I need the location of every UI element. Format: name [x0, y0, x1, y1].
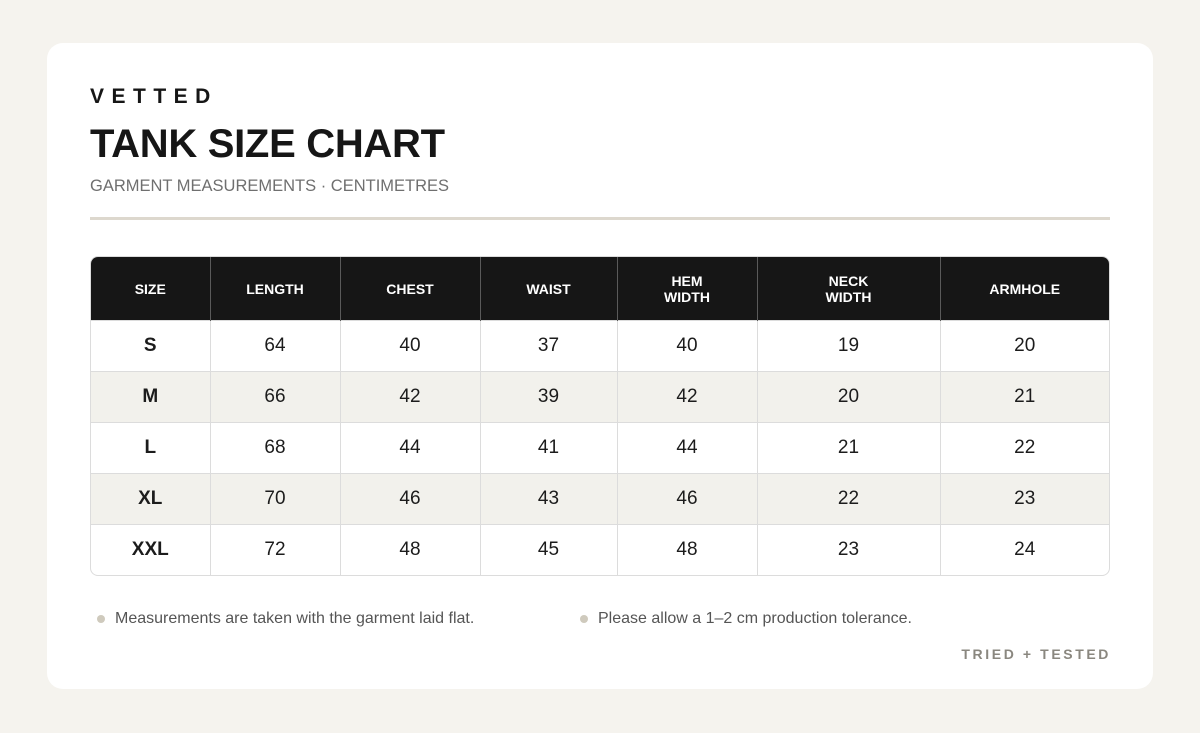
measurement-cell: 72 — [210, 525, 340, 576]
divider — [90, 217, 1110, 220]
column-header-label: WIDTH — [825, 288, 872, 305]
column-header-label: WIDTH — [664, 288, 710, 305]
measurement-cell: 39 — [480, 372, 617, 423]
brand-logo-text: VETTED — [90, 85, 218, 108]
measurement-cell: 45 — [480, 525, 617, 576]
note-text: Measurements are taken with the garment laid flat. — [115, 610, 475, 627]
measurement-cell: 68 — [210, 423, 340, 474]
size-table-container — [90, 256, 1110, 576]
column-header-label: WAIST — [526, 280, 571, 297]
column-header-label: HEM — [671, 272, 703, 289]
column-header — [757, 257, 940, 321]
page-title: TANK SIZE CHART — [90, 122, 445, 166]
table-body — [91, 321, 1109, 576]
measurement-cell: 64 — [210, 321, 340, 372]
column-header-label: ARMHOLE — [989, 280, 1061, 297]
measurement-cell: 44 — [617, 423, 757, 474]
column-header-label: CHEST — [386, 280, 434, 297]
note-flat-measurement — [115, 609, 474, 629]
measurement-cell: 40 — [617, 321, 757, 372]
column-header — [617, 257, 757, 321]
size-label-cell: S — [91, 321, 210, 372]
size-chart-card — [47, 43, 1153, 689]
measurement-cell: 24 — [940, 525, 1109, 576]
measurement-cell: 44 — [340, 423, 480, 474]
tagline: TRIED + TESTED — [961, 646, 1111, 662]
column-header — [480, 257, 617, 321]
measurement-cell: 37 — [480, 321, 617, 372]
column-header — [210, 257, 340, 321]
bullet-dot-icon — [97, 615, 105, 623]
measurement-cell: 42 — [340, 372, 480, 423]
measurement-cell: 21 — [757, 423, 940, 474]
measurement-cell: 20 — [757, 372, 940, 423]
table-row — [91, 321, 1109, 372]
size-table — [91, 257, 1109, 575]
size-label-cell: L — [91, 423, 210, 474]
measurement-cell: 70 — [210, 474, 340, 525]
table-row — [91, 474, 1109, 525]
size-label-cell: XL — [91, 474, 210, 525]
size-label-cell: M — [91, 372, 210, 423]
measurement-cell: 19 — [757, 321, 940, 372]
table-row — [91, 423, 1109, 474]
page-subtitle: GARMENT MEASUREMENTS · CENTIMETRES — [90, 177, 450, 195]
column-header — [340, 257, 480, 321]
bullet-dot-icon — [580, 615, 588, 623]
measurement-cell: 42 — [617, 372, 757, 423]
table-header — [91, 257, 1109, 321]
measurement-cell: 48 — [617, 525, 757, 576]
header-row — [91, 257, 1109, 321]
note-text: Please allow a 1–2 cm production tolerance. — [598, 610, 912, 627]
column-header-label: NECK — [828, 272, 869, 289]
measurement-cell: 66 — [210, 372, 340, 423]
measurement-cell: 46 — [617, 474, 757, 525]
note-tolerance — [598, 609, 912, 629]
measurement-cell: 48 — [340, 525, 480, 576]
measurement-cell: 22 — [757, 474, 940, 525]
measurement-cell: 23 — [757, 525, 940, 576]
measurement-cell: 41 — [480, 423, 617, 474]
column-header — [940, 257, 1109, 321]
measurement-cell: 43 — [480, 474, 617, 525]
column-header — [91, 257, 210, 321]
measurement-cell: 21 — [940, 372, 1109, 423]
measurement-cell: 22 — [940, 423, 1109, 474]
measurement-cell: 20 — [940, 321, 1109, 372]
table-row — [91, 525, 1109, 576]
column-header-label: LENGTH — [246, 280, 304, 297]
measurement-cell: 23 — [940, 474, 1109, 525]
measurement-cell: 40 — [340, 321, 480, 372]
size-label-cell: XXL — [91, 525, 210, 576]
measurement-cell: 46 — [340, 474, 480, 525]
column-header-label: SIZE — [134, 280, 166, 297]
table-row — [91, 372, 1109, 423]
